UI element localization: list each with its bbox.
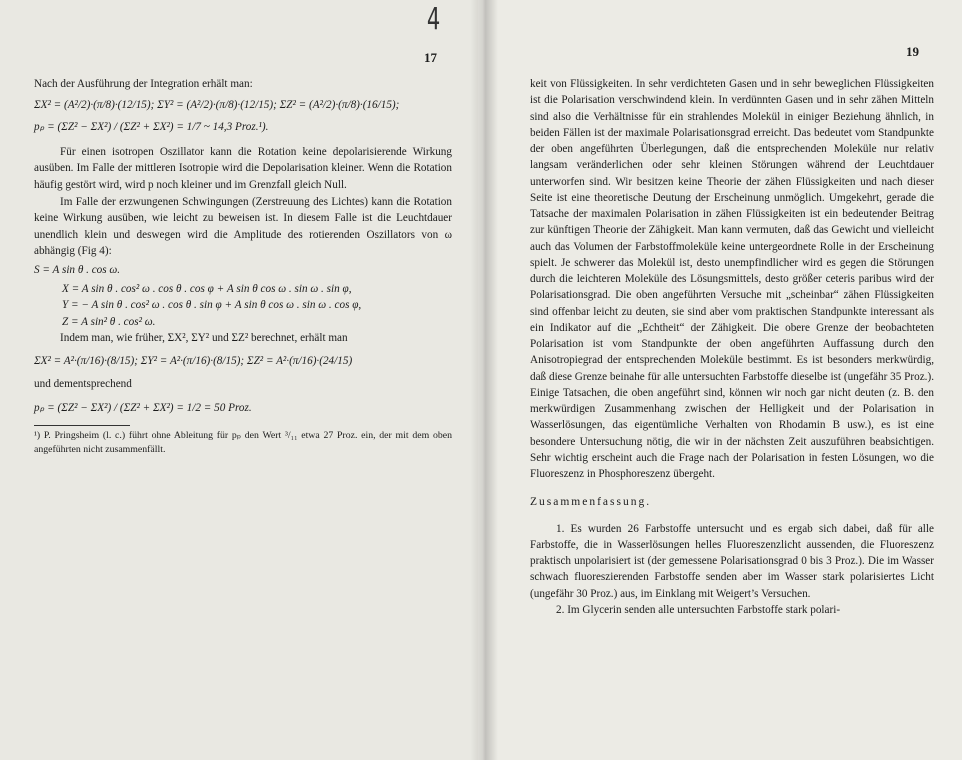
equation-components [34, 281, 452, 331]
right-page-number: 19 [906, 44, 919, 59]
left-page-number: 17 [424, 50, 437, 65]
equation-sums-2: ΣX² = A²·(π/16)·(8/15); ΣY² = A²·(π/16)·(8/15); ΣZ² = A²·(π/16)·(24/15) [34, 354, 353, 367]
summary-list [530, 521, 934, 619]
equation-S: S = A sin θ . cos ω. [34, 263, 121, 276]
paragraph-viscosity: keit von Flüssigkeiten. In sehr verdichteten Gasen und in sehr beweglichen Flüssigkeiten ist die Polarisation verschwindend klein. In verdünnten Gasen und in sehr zähen Mitteln sind also die Verhältnisse für ein strahlendes Molekül in einiger Beziehung ähnlich, in beiden Fällen ist der maximale Polarisationsgrad erreicht. Das bedeutet vom Standpunkte der oben angeführten Überlegungen, daß die entsprechenden Moleküle nur relativ langsam veränderlichen oder sehr kleinen Störungen während der Leuchtdauer unterworfen sind. Wir besitzen keine Theorie der zähen Flüssigkeiten und nach dieser Seite ist eine theoretische Deutung der Erscheinung unmöglich. Umgekehrt, gerade die Tatsache der maximalen Polarisation in zähen Flüssigkeiten ist ein bedeutender Beitrag zur künftigen Theorie der Zähigkeit. Man kann vermuten, daß das Gewicht und vielleicht auch das Volumen der Farbstoffmoleküle keine untergeordnete Rolle in der Erscheinung spielt. Je schwerer das Molekül ist, desto unempfindlicher wird es gegen die Störungen durch die leichteren Moleküle des Lösungsmittels, desto größer ceteris paribus wird der Polarisationsgrad. Die oben angeführten Versuche mit „scheinbar“ zähen Flüssigkeiten sind offenbar leicht zu deuten, sie sind aber vom praktischen Standpunkte interessant als ein Indikator auf die „Echtheit“ der Zähigkeit. Die obere Grenze der beobachteten Polarisation ist vom Standpunkte der oben angeführten Auffassung durch den Anisotropiegrad der entsprechenden Moleküle bestimmt. Es ist besonders merkwürdig, daß diese Grenze beinahe für alle untersuchten Farbstoffe dieselbe ist (ungefähr 35 Proz.). Einige Tatsachen, die oben angeführt sind, können wir noch gar nicht deuten (z. B. den merkwürdigen Zusammenhang zwischen der Helligkeit und der Polarisation in Wasserlösungen, das eigentümliche Verhalten von Rhodamin B usw.), es ist eine besondere Untersuchung nötig, die wir in der nächsten Zeit auszuführen beabsichtigen. Sehr wichtig erscheint auch die Frage nach der Polarisation in festen Lösungen, wo die Fluoreszenz in Phosphoreszenz übergeht. [530, 78, 934, 480]
equation-sums-1: ΣX² = (A²/2)·(π/8)·(12/15); ΣY² = (A²/2)·(π/8)·(12/15); ΣZ² = (A²/2)·(π/8)·(16/15); [34, 98, 400, 111]
paragraph-isotropic-oscillator: Für einen isotropen Oszillator kann die Rotation keine depolarisierende Wirkung ausüben. Im Falle der mittleren Isotropie wird die Depolarisation kleiner. Wenn die Rotation häufig gestört wird, wird p noch kleiner und im Grenzfall gleich Null. [34, 145, 452, 191]
footnote: ¹) P. Pringsheim (l. c.) führt ohne Ableitung für pₚ den Wert ³/₁₁ etwa 27 Proz. ein, der mit dem oben angeführten nicht zusammenfällt. [34, 429, 452, 455]
equation-Z: Z = A sin² θ . cos² ω. [62, 315, 156, 328]
left-page-text [34, 76, 452, 457]
equation-X: X = A sin θ . cos² ω . cos θ . cos φ + A sin θ cos ω . sin ω . sin φ, [62, 282, 352, 295]
equation-Y: Y = − A sin θ . cos² ω . cos θ . sin φ + A sin θ cos ω . sin ω . cos φ, [62, 299, 362, 312]
equation-polarization-1: pₚ = (ΣZ² − ΣX²) / (ΣZ² + ΣX²) = 1/7 ~ 14,3 Proz.¹). [34, 121, 269, 134]
right-page-text [530, 76, 934, 618]
paragraph-compute-sums: Indem man, wie früher, ΣX², ΣY² und ΣZ² berechnet, erhält man [60, 332, 348, 345]
footnote-rule [34, 425, 130, 426]
equation-polarization-2: pₚ = (ΣZ² − ΣX²) / (ΣZ² + ΣX²) = 1/2 = 50 Proz. [34, 402, 252, 415]
book-gutter [470, 0, 498, 760]
paragraph-forced-oscillation: Im Falle der erzwungenen Schwingungen (Zerstreuung des Lichtes) kann die Rotation keine Wirkung ausüben, wie leicht zu beweisen ist. In diesem Falle ist die Leuchtdauer unendlich klein und deswegen wird die Amplitude des rotierenden Oszillators von ω abhängig (Fig 4): [34, 195, 452, 258]
intro-line: Nach der Ausführung der Integration erhält man: [34, 78, 253, 90]
summary-item-1: 1. Es wurden 26 Farbstoffe untersucht und es ergab sich dabei, daß für alle Farbstoffe, die in Wasserlösungen helles Fluoreszenzlicht aussenden, die Fluoreszenz praktisch unpolarisiert ist (der gemessene Polarisationsgrad 0 bis 3 Proz.). Die im Wasser schwach fluoreszierenden Farbstoffe senden aber im Wasser stark polarisiertes Licht (ungefähr 30 Proz.) aus, im Einklang mit Weigert’s Versuchen. [530, 522, 934, 600]
handwritten-mark: 4 [426, 2, 441, 37]
section-heading-summary: Zusammenfassung. [530, 496, 652, 509]
paragraph-accordingly: und dementsprechend [34, 377, 132, 390]
summary-item-2: 2. Im Glycerin senden alle untersuchten Farbstoffe stark polari- [556, 603, 841, 616]
